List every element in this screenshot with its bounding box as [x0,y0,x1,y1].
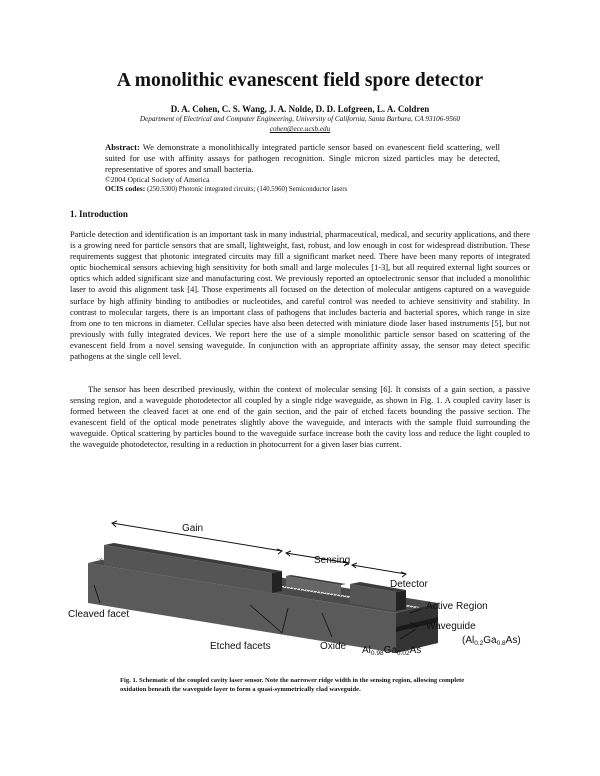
paragraph-2: The sensor has been described previously, within the context of molecular sensing [6]. It consists of a gain section, a passive sensing region, and a waveguide photodetector all coupled by a single ridge waveguide, as shown in Fig. 1. A coupled cavity laser is formed between the cleaved facet at one end of the gain section, and the pair of etched facets bounding the passive section. The evanescent field of the optical mode penetrates slightly above the waveguide, and interacts with the sample fluid surrounding the waveguide. Optical scattering by particles bound to the waveguide surface increase both the cavity loss and reduce the light coupled to the waveguide photodetector, resulting in a reduction in photocurrent for a given laser bias current. [70,385,530,450]
email-link[interactable]: cohen@ece.ucsb.edu [269,125,331,133]
abstract [105,142,500,194]
abstract-text: We demonstrate a monolithically integrated particle sensor based on evanescent field scattering, well suited for use with affinity assays for pathogen recognition. Single micron sized particles may be detected, representative of spores and small bacteria. [105,142,500,174]
detector-arrow [352,563,406,577]
figure-caption: Fig. 1. Schematic of the coupled cavity laser sensor. Note the narrower ridge width in the sensing region, allowing complete oxidation beneath the waveguide layer to form a quasi-symmetrically clad waveguide. [120,677,465,693]
copyright: ©2004 Optical Society of America [105,175,210,184]
author-list: D. A. Cohen, C. S. Wang, J. A. Nolde, D. D. Lofgreen, L. A. Coldren [170,104,430,114]
label-active-region: Active Region [426,601,488,612]
device-schematic [60,505,540,675]
wg-comp-c: As) [505,635,521,646]
label-waveguide-composition [462,635,521,647]
label-etched-facets: Etched facets [210,641,271,652]
label-oxide: Oxide [320,641,347,652]
label-gain: Gain [182,523,204,534]
affiliation: Department of Electrical and Computer Engineering, University of California, Santa Barbara, CA 93106-9560 [139,115,461,123]
label-waveguide: Waveguide [426,621,476,632]
label-algaas [362,645,421,657]
wg-comp-b: Ga [483,635,497,646]
label-detector: Detector [390,579,428,590]
ocis-label: OCIS codes: [105,184,146,193]
algaas-sub2: 0.02 [396,650,410,657]
algaas-c: As [409,645,422,656]
algaas-b: Ga [383,645,397,656]
label-cleaved-facet: Cleaved facet [68,609,130,620]
section-heading: 1. Introduction [70,209,128,219]
abstract-label: Abstract: [105,142,140,152]
ocis-line [105,184,500,194]
wg-comp-a: (Al [462,635,475,646]
algaas-sub1: 0.98 [370,650,384,657]
ocis-codes: (250.5300) Photonic integrated circuits; (140.5960) Semiconductor lasers [147,186,348,193]
paper-title: A monolithic evanescent field spore detector [116,70,484,91]
wg-comp-sub2: 0.8 [496,640,506,647]
paragraph-1: Particle detection and identification is an important task in many industrial, pharmaceutical, medical, and security applications, and there is a growing need for particle sensors that are small, lightweight, fast, robust, and low enough in cost for widespread distribution. These requirements suggest that photonic integrated circuits may fill a significant market need. There have been many reports of integrated optic biochemical sensors achieving high sensitivity for both small and large molecules [1-3], but all required external light sources or optics which added significant size and manufacturing cost. We previously reported an optoelectronic sensor that included a monolithic laser to avoid this alignment task [4]. Those experiments all focused on the detection of molecular antigens captured on a waveguide surface by high affinity binding to antibodies or nucleotides, and careful control was needed to achieve sensitivity and stability. In contrast to molecular targets, there is an important class of pathogens that includes bacteria and bacterial spores, which range in size from one to ten microns in diameter. Cellular species have also been detected with miniature diode laser based instruments [5], but not previously with fully integrated devices. We report here the use of a simple monolithic particle sensor based on scattering of the evanescent field from a novel sensing waveguide. In conjunction with an appropriate affinity assay, the sensor may detect specific pathogens at the single cell level. [70,230,530,362]
label-sensing: Sensing [314,555,351,566]
algaas-a: Al [362,645,371,656]
wg-comp-sub1: 0.2 [474,640,484,647]
